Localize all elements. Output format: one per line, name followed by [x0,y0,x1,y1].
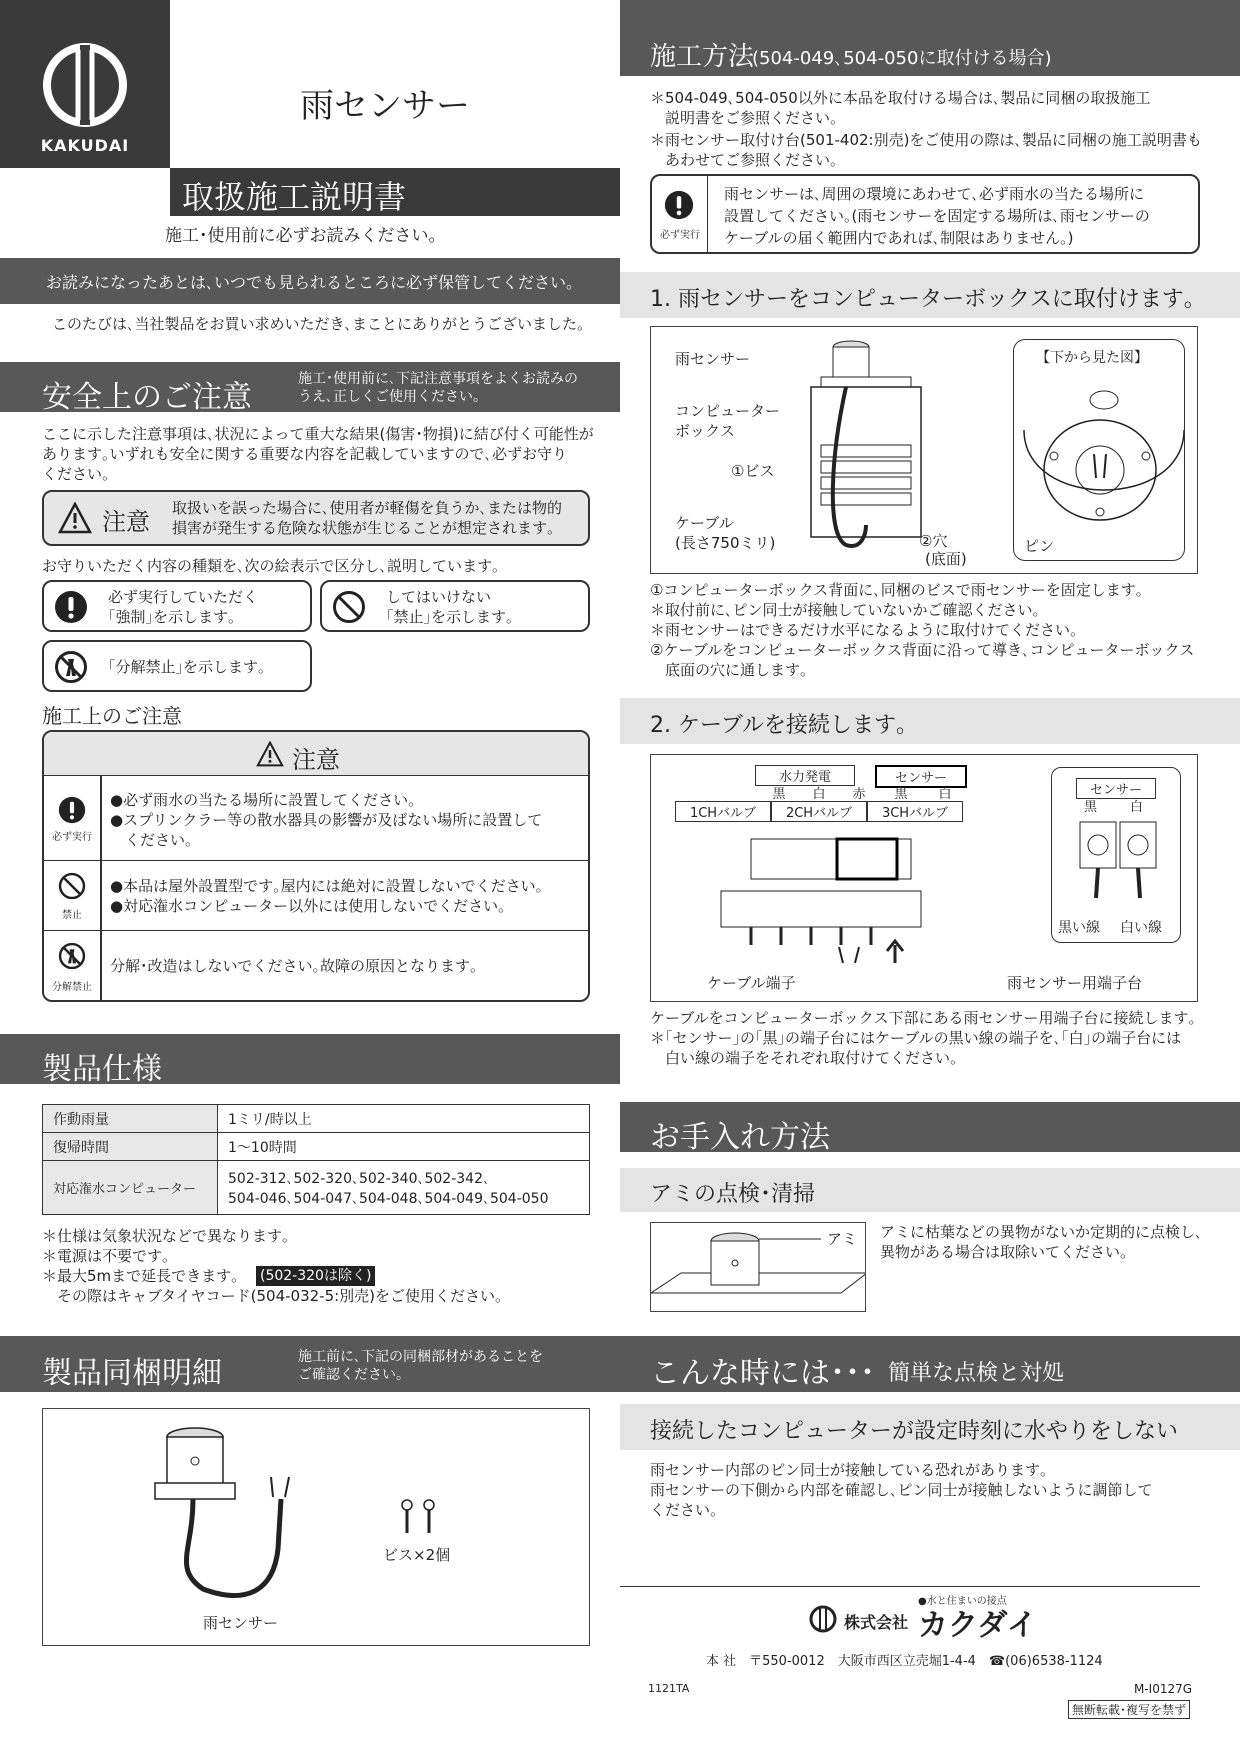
row-no-disassembly-label: 分解禁止 [52,982,92,993]
screws-label: ビス×2個 [383,1546,451,1564]
must-label: 必ず実行 [660,230,700,241]
label-screw: ①ビス [731,462,775,480]
contents-title: 製品同梱明細 [42,1356,222,1391]
icon-column-divider [100,776,102,1002]
step2-figure [650,754,1198,1002]
caution-line-1: 取扱いを誤った場合に､使用者が軽傷を負うか､または物的 [172,499,563,517]
white-cell: 白 [812,787,826,802]
bottom-view-label: 【下から見た図】 [1036,350,1148,366]
kakudai-logo-icon [808,1604,838,1634]
safety-intro-2: うえ､正しくご使用ください｡ [298,389,480,405]
method-note-3: ＊雨センサー取付け台(501-402:別売)をご使用の際は､製品に同梱の施工説明書も [650,131,1202,149]
safety-body-2: あります｡いずれも安全に関する重要な内容を記載していますので､必ずお守り [42,445,568,463]
manual-title: 取扱施工説明書 [182,178,407,216]
footer-code: 1121TA [648,1682,690,1695]
method-must-box [650,174,1200,254]
warning-triangle-icon [58,502,92,534]
spec-note-2: ＊電源は不要です｡ [42,1247,170,1265]
sensor-block-label: 雨センサー用端子台 [1007,974,1143,992]
black-wire-label: 黒い線 [1058,920,1100,936]
safety-body-3: ください｡ [42,465,110,483]
footer-divider [620,1586,1200,1587]
mesh-label: アミ [827,1230,858,1248]
must-line-2: 設置してください｡(雨センサーを固定する場所は､雨センサーの [724,207,1150,225]
valve1-cell: 1CHバルブ [675,801,771,822]
care-header [620,1102,1240,1155]
footer-address: 本 社 〒550-0012 大阪市西区立売堀1-4-4 ☎(06)6538-1124 [706,1654,1103,1669]
white-wire-label: 白い線 [1120,920,1162,936]
trouble-line-2: 雨センサーの下側から内部を確認し､ピン同士が接触しないように調節して [650,1481,1153,1499]
spec-note-badge: (502-320は除く) [256,1266,375,1286]
row-prohibited-label: 禁止 [62,910,82,921]
symbol-no-disassembly-1: ｢分解禁止｣を示します｡ [108,658,266,676]
manual-title-bar [170,168,620,216]
step1-figure [650,326,1198,574]
no-disassembly-icon [58,942,86,970]
safety-header [0,362,620,415]
care-line-2: 異物がある場合は取除いてください｡ [880,1243,1128,1261]
care-title: お手入れ方法 [650,1120,830,1155]
sensor-white-cell: 白 [938,787,952,802]
warning-triangle-icon [256,741,284,767]
sensor-cell: センサー [875,765,967,788]
contents-box [42,1408,590,1646]
label-cable-1: ケーブル [675,514,734,532]
row-divider [44,860,590,861]
label-hole-2: (底面) [925,550,967,568]
caution-line-2: 損害が発生する危険な状態が生じることが想定されます｡ [172,519,555,537]
spec-value-line-1: 502-312､502-320､502-340､502-342､ [228,1170,490,1187]
spec-note-3: ＊最大5mまで延長できます｡ [42,1267,239,1285]
step1-title: 1. 雨センサーをコンピューターボックスに取付けます｡ [650,287,1195,312]
table-row [43,1161,590,1215]
mandatory-icon [54,590,88,624]
specs-table [42,1104,590,1215]
zoom-terminals [1078,820,1158,900]
spec-note-4: その際はキャブタイヤコード(504-032-5:別売)をご使用ください｡ [42,1287,503,1305]
step1-line-3: ＊雨センサーはできるだけ水平になるように取付けてください｡ [650,621,1078,639]
footer-doc-no: M-I0127G [1134,1682,1193,1696]
label-sensor: 雨センサー [675,350,751,368]
spec-key: 対応潅水コンピューター [43,1161,218,1215]
symbol-prohibited-2: ｢禁止｣を示します｡ [386,608,514,626]
hydro-cell: 水力発電 [755,765,855,786]
row-prohibited-line-2: ●対応潅水コンピューター以外には使用しないでください｡ [110,897,506,915]
care-subheader [620,1168,1240,1212]
sensor-zoom [1051,767,1181,943]
product-title: 雨センサー [300,86,470,126]
rain-sensor-illustration [153,1419,353,1599]
care-line-1: アミに枯葉などの異物がないか定期的に点検し､ [880,1223,1203,1241]
method-title: 施工方法 [650,42,755,72]
trouble-line-3: ください｡ [650,1501,718,1519]
prohibited-icon [58,872,86,900]
footer-tagline: ●水と住まいの接点 [918,1596,1007,1607]
row-prohibited-line-1: ●本品は屋外設置型です｡屋内には絶対に設置しないでください｡ [110,877,544,895]
specs-title: 製品仕様 [42,1052,162,1087]
zoom-sensor-label: センサー [1076,778,1156,799]
row-mandatory-line-3: ください｡ [110,831,193,849]
symbol-mandatory [42,580,312,632]
step1-line-4: ②ケーブルをコンピューターボックス背面に沿って導き､コンピューターボックス [650,641,1195,659]
terminal-block-illustration [691,835,971,965]
step2-title: 2. ケーブルを接続します｡ [650,713,908,738]
install-caution-title: 施工上のご注意 [42,704,182,728]
black-cell: 黒 [772,787,786,802]
cable-terminal-label: ケーブル端子 [707,974,796,992]
table-row [43,1105,590,1133]
prohibited-icon [332,590,366,624]
must-line-1: 雨センサーは､周囲の環境にあわせて､必ず雨水の当たる場所に [724,185,1145,203]
method-note-4: あわせてご参照ください｡ [650,151,838,169]
step1-line-1: ①コンピューターボックス背面に､同梱のビスで雨センサーを固定します｡ [650,581,1144,599]
method-note-2: 説明書をご参照ください｡ [650,109,838,127]
sensor-black-cell: 黒 [894,787,908,802]
mandatory-icon [664,190,694,220]
computer-box-illustration [791,335,991,565]
trouble-issue-bar [620,1404,1240,1450]
caution-box [42,490,590,546]
step2-header [620,698,1240,744]
trouble-title: こんな時には･･･ [650,1356,875,1391]
keep-notice-bar [0,258,620,304]
spec-note-1: ＊仕様は気象状況などで異なります｡ [42,1227,290,1245]
spec-key: 復帰時間 [43,1133,218,1161]
contents-intro-2: ご確認ください｡ [298,1367,403,1383]
label-hole-1: ②穴 [919,532,948,550]
zoom-white: 白 [1130,800,1144,815]
symbol-no-disassembly [42,640,312,692]
red-cell: 赤 [852,787,866,802]
method-note-1: ＊504-049､504-050以外に本品を取付ける場合は､製品に同梱の取扱施工 [650,89,1151,107]
step1-header [620,272,1240,318]
care-figure [650,1222,866,1312]
row-no-disassembly-line-1: 分解･改造はしないでください｡故障の原因となります｡ [110,957,478,975]
company-prefix: 株式会社 [844,1613,909,1632]
contents-header [0,1336,620,1392]
care-sub: アミの点検･清掃 [650,1182,816,1207]
symbol-mandatory-1: 必ず実行していただく [108,588,259,606]
zoom-black: 黒 [1084,800,1098,815]
step1-line-5: 底面の穴に通します｡ [650,661,808,679]
install-caution-box [42,730,590,1002]
safety-title: 安全上のご注意 [42,380,252,415]
bottom-view [1013,339,1185,561]
trouble-line-1: 雨センサー内部のピン同士が接触している恐れがあります｡ [650,1461,1048,1479]
brand-block [0,0,170,168]
spec-value: 1～10時間 [218,1133,590,1161]
install-caution-head [44,732,590,776]
must-line-3: ケーブルの届く範囲内であれば､制限はありません｡) [724,229,1074,247]
keep-notice-text: お読みになったあとは､いつでも見られるところに必ず保管してください｡ [46,273,575,292]
spec-key: 作動雨量 [43,1105,218,1133]
table-row [43,1133,590,1161]
step2-line-3: 白い線の端子をそれぞれ取付けてください｡ [650,1049,958,1067]
thanks-text: このたびは､当社製品をお買い求めいただき､まことにありがとうございました｡ [52,315,585,333]
symbol-mandatory-2: ｢強制｣を示します｡ [108,608,236,626]
step2-line-2: ＊｢センサー｣の｢黒｣の端子台にはケーブルの黒い線の端子を､｢白｣の端子台には [650,1029,1182,1047]
mandatory-icon [58,796,86,824]
method-header [620,0,1240,76]
safety-intro-1: 施工･使用前に､下記注意事項をよくお読みの [298,371,578,387]
step1-line-2: ＊取付前に､ピン同士が接触していないかご確認ください｡ [650,601,1041,619]
method-title-sub: (504-049､504-050に取付ける場合) [752,48,1052,69]
spec-value: 1ミリ/時以上 [218,1105,590,1133]
label-pin: ピン [1024,537,1055,555]
row-mandatory-line-2: ●スプリンクラー等の散水器具の影響が及ばない場所に設置して [110,811,543,829]
row-divider [44,930,590,931]
screw-icon [395,1499,445,1539]
trouble-issue: 接続したコンピューターが設定時刻に水やりをしない [650,1419,1179,1444]
contents-intro-1: 施工前に､下記の同梱部材があることを [298,1349,543,1365]
caution-label: 注意 [102,508,150,536]
valve3-cell: 3CHバルブ [867,801,963,822]
row-mandatory-label: 必ず実行 [52,832,92,843]
symbol-prohibited-1: してはいけない [386,588,492,606]
footer-copyright: 無断転載･複写を禁ず [1068,1700,1190,1719]
label-box-1: コンピューター [675,402,781,420]
company-name: カクダイ [918,1608,1037,1643]
row-mandatory-line-1: ●必ず雨水の当たる場所に設置してください｡ [110,791,416,809]
brand-name: KAKUDAI [40,136,130,155]
sensor-bottom-illustration [1014,370,1185,560]
read-before-text: 施工･使用前に必ずお読みください。 [165,226,446,246]
install-caution-box-title: 注意 [292,746,340,774]
no-disassembly-icon [54,650,88,684]
trouble-header [620,1336,1240,1392]
label-cable-2: (長さ750ミリ) [675,534,776,552]
step2-line-1: ケーブルをコンピューターボックス下部にある雨センサー用端子台に接続します｡ [650,1009,1197,1027]
sensor-label: 雨センサー [203,1614,279,1632]
symbols-intro: お守りいただく内容の種類を､次の絵表示で区分し､説明しています｡ [42,557,500,575]
valve2-cell: 2CHバルブ [771,801,867,822]
spec-value-line-2: 504-046､504-047､504-048､504-049､504-050 [228,1190,549,1207]
trouble-title-sub: 簡単な点検と対処 [888,1361,1065,1386]
symbol-prohibited [320,580,590,632]
safety-body-1: ここに示した注意事項は､状況によって重大な結果(傷害･物損)に結び付く可能性が [42,425,594,443]
label-box-2: ボックス [675,422,735,440]
specs-header [0,1034,620,1087]
kakudai-logo-icon [0,0,170,130]
